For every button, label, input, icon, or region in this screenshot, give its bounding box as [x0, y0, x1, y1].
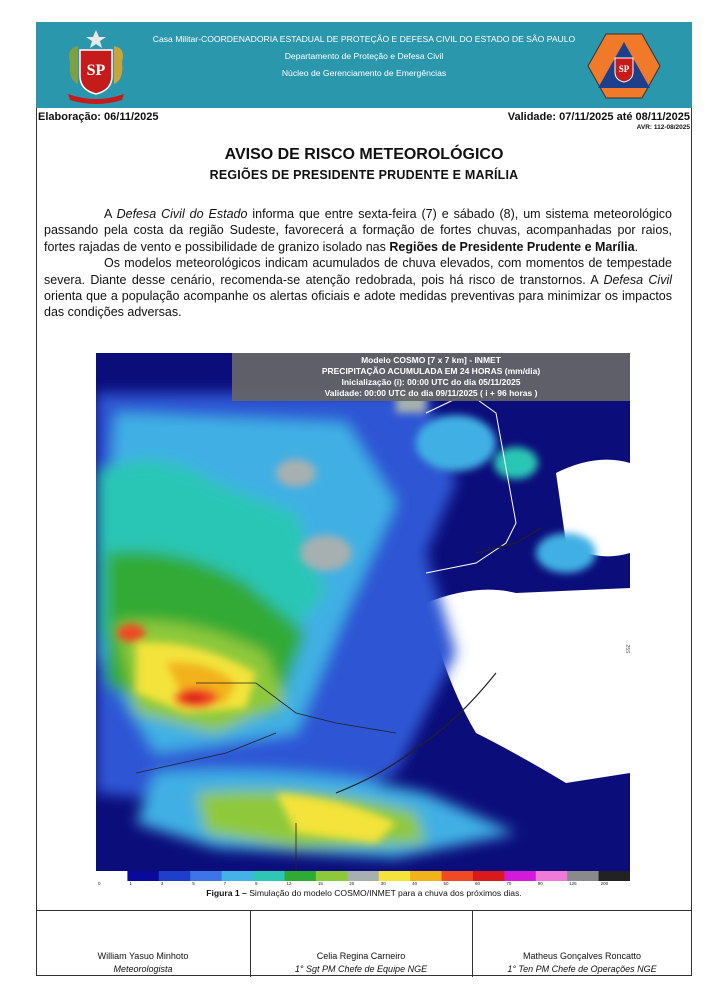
legend-ticks — [98, 881, 609, 885]
page-title: AVISO DE RISCO METEOROLÓGICO — [224, 146, 504, 163]
legend-swatch — [316, 871, 348, 881]
legend-tick-label: 20 — [349, 881, 355, 885]
signer-name: Matheus Gonçalves Roncatto — [522, 951, 642, 961]
legend-swatch — [190, 871, 222, 881]
legend-swatch — [567, 871, 599, 881]
legend-tick-label: 200 — [600, 881, 609, 885]
legend-tick-label: 9 — [255, 881, 258, 885]
legend-tick-label: 125 — [569, 881, 577, 885]
legend-swatch — [253, 871, 285, 881]
map-title-2: PRECIPITAÇÃO ACUMULADA EM 24 HORAS (mm/dia) — [321, 366, 541, 376]
legend-swatch — [536, 871, 568, 881]
legend-tick-label: 40 — [412, 881, 418, 885]
legend-swatch — [473, 871, 505, 881]
legend-tick-label: 60 — [474, 881, 480, 885]
map-title-1: Modelo COSMO [7 x 7 km] - INMET — [361, 355, 501, 365]
legend-swatch — [599, 871, 630, 881]
avr-code: AVR: 112-08/2025 — [636, 124, 690, 131]
signature-2 — [250, 911, 472, 977]
signature-block — [36, 910, 692, 977]
signature-3 — [472, 911, 692, 977]
legend-tick-label: 5 — [192, 881, 195, 885]
validity-range: Validade: 07/11/2025 até 08/11/2025 — [507, 111, 690, 123]
legend-tick-label: 0 — [98, 881, 101, 885]
signer-name: Celia Regina Carneiro — [316, 951, 406, 961]
map-title-3: Inicialização (i): 00:00 UTC do dia 05/11/2025 — [341, 377, 521, 387]
color-legend — [96, 871, 630, 881]
legend-swatch — [379, 871, 411, 881]
legend-swatch — [347, 871, 379, 881]
map-edge-label: 25S — [624, 644, 630, 654]
legend-tick-label: 7 — [223, 881, 227, 885]
signer-role: 1° Ten PM Chefe de Operações NGE — [507, 964, 657, 974]
elaboration-date: Elaboração: 06/11/2025 — [38, 111, 159, 123]
legend-tick-label: 15 — [317, 881, 323, 885]
legend-swatch — [159, 871, 191, 881]
legend-tick-label: 12 — [286, 881, 292, 885]
legend-swatch — [96, 871, 128, 881]
legend-swatch — [222, 871, 254, 881]
figure-caption: Figura 1 – Simulação do modelo COSMO/INMET para a chuva dos próximos dias. — [206, 888, 522, 898]
header-line-3: Núcleo de Gerenciamento de Emergências — [281, 68, 447, 78]
signer-role: Meteorologista — [113, 964, 173, 974]
legend-tick-label: 30 — [380, 881, 386, 885]
legend-tick-label: 3 — [160, 881, 164, 885]
header-line-2: Departamento de Proteção e Defesa Civil — [284, 51, 444, 61]
svg-text:SP: SP — [618, 64, 630, 74]
map-title-4: Validade: 00:00 UTC do dia 09/11/2025 ( i + 96 horas ) — [324, 388, 538, 398]
paragraph-2: Os modelos meteorológicos indicam acumulados de chuva elevados, com momentos de tempestade severa. Diante desse cenário, recomenda-se atenção redobrada, pois há risco de transtornos. A Defesa Civil orienta que a população acompanhe os alertas oficiais e adote medidas preventivas para minimizar os impactos das condições adversas. — [44, 256, 673, 320]
signer-role: 1° Sgt PM Chefe de Equipe NGE — [294, 964, 428, 974]
page-subtitle: REGIÕES DE PRESIDENTE PRUDENTE E MARÍLIA — [209, 168, 519, 182]
header-line-1: Casa Militar-COORDENADORIA ESTADUAL DE PROTEÇÃO E DEFESA CIVIL DO ESTADO DE SÃO PAULO — [152, 34, 576, 44]
signer-name: William Yasuo Minhoto — [97, 951, 189, 961]
precipitation-map — [96, 353, 630, 885]
legend-tick-label: 1 — [129, 881, 132, 885]
legend-tick-label: 70 — [506, 881, 512, 885]
notice-body — [44, 206, 672, 321]
legend-swatch — [127, 871, 159, 881]
svg-text:SP: SP — [86, 62, 106, 79]
legend-swatch — [442, 871, 474, 881]
legend-swatch — [410, 871, 442, 881]
header-band — [36, 22, 692, 108]
legend-swatch — [284, 871, 316, 881]
signature-1 — [36, 911, 250, 977]
paragraph-1: A Defesa Civil do Estado informa que entre sexta-feira (7) e sábado (8), um sistema meteorológico passando pela costa da região Sudeste, favorecerá a formação de fortes chuvas, acompanhadas por raios, fortes rajadas de vento e possibilidade de granizo isolado nas Regiões de Presidente Prudente e Marília. — [44, 207, 673, 254]
defesa-civil-emblem-icon — [586, 32, 662, 100]
legend-swatch — [504, 871, 536, 881]
legend-tick-label: 50 — [443, 881, 449, 885]
legend-tick-label: 90 — [537, 881, 543, 885]
